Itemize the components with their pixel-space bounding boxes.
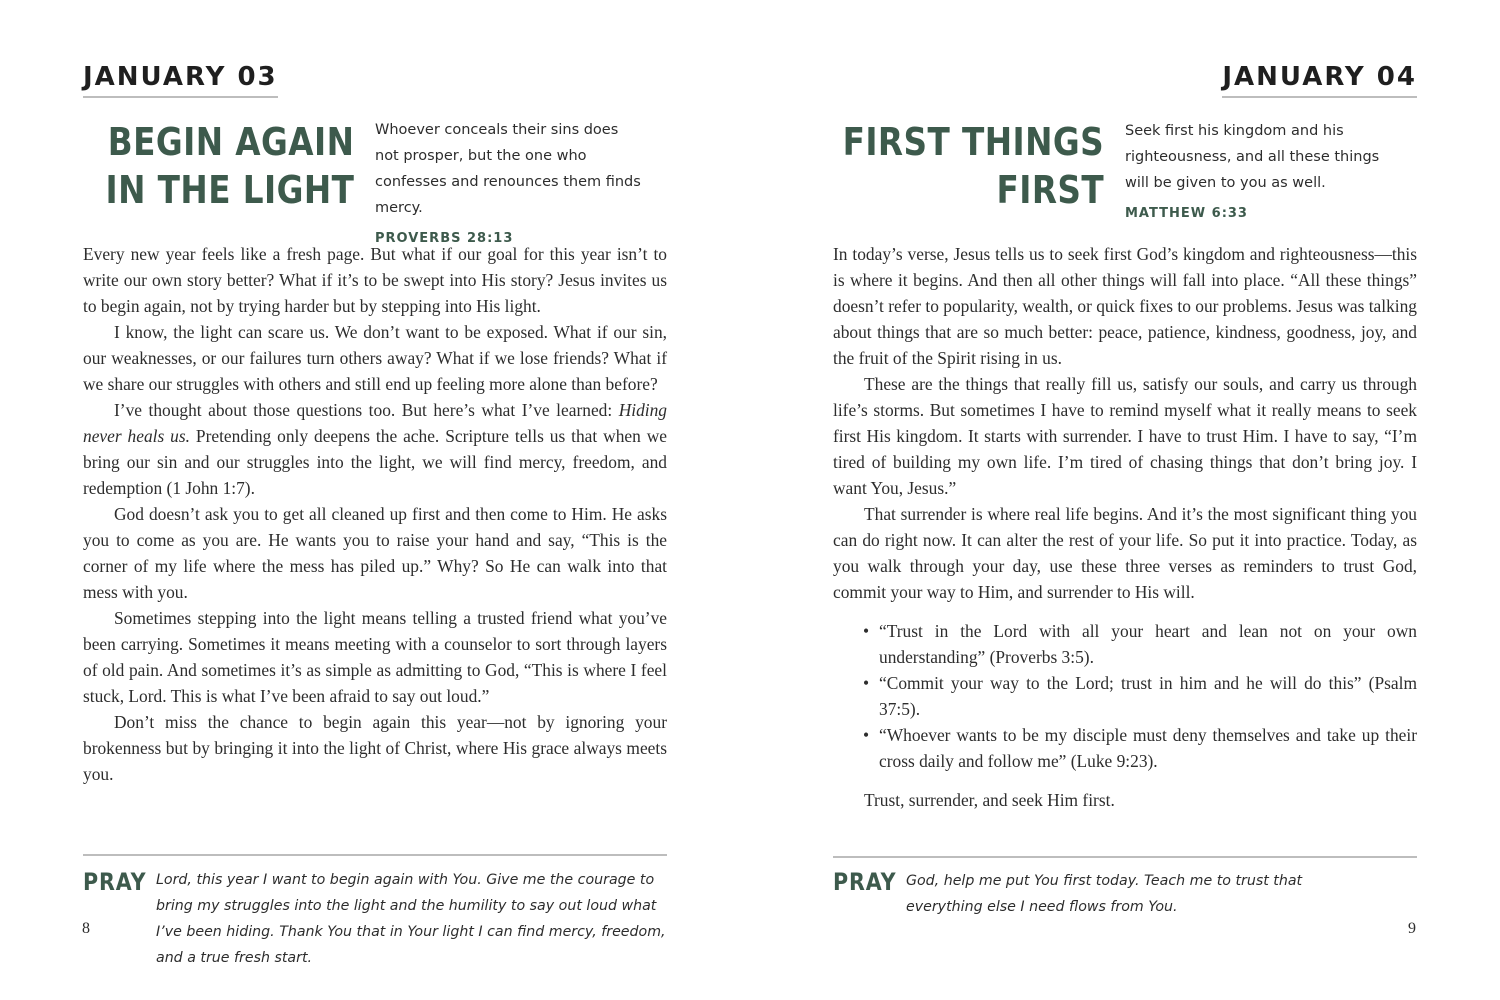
title-line-1: FIRST THINGS [842,120,1104,164]
list-item: • “Trust in the Lord with all your heart and lean not on your own understanding” (Proverbs 3:5). [879,618,1417,670]
paragraph [83,397,667,501]
key-verse [1125,118,1385,227]
paragraph: I know, the light can scare us. We don’t want to be exposed. What if our sin, our weaknesses, or our failures turn others away? What if we lose friends? What if we share our struggles with others and still end up feeling more alone than before? [83,322,667,394]
list-item: • “Whoever wants to be my disciple must deny themselves and take up their cross daily and follow me” (Luke 9:23). [879,722,1417,774]
right-page [750,0,1500,1000]
title-line-2: FIRST [996,168,1104,212]
verse-text: Seek first his kingdom and his righteousness, and all these things will be given to you as well. [1125,123,1380,191]
verse-reference: MATTHEW 6:33 [1125,206,1248,221]
pray-label: PRAY [83,868,147,896]
pray-divider [833,856,1417,858]
pray-divider [83,854,667,856]
pray-label: PRAY [833,868,897,896]
prayer-text: Lord, this year I want to begin again with You. Give me the courage to bring my struggles into the light and the humility to say out loud what I’ve been hiding. Thank You that in Your light I can find mercy, freedom, and a true fresh start. [156,872,666,966]
paragraph: In today’s verse, Jesus tells us to seek first God’s kingdom and righteousness—this is where it begins. And then all other things will fall into place. “All these things” doesn’t refer to popularity, wealth, or quick fixes to our problems. Jesus was talking about things that are so much better: peace, patience, kindness, goodness, joy, and the fruit of the Spirit rising in us. [833,244,1417,368]
verse-text: Whoever conceals their sins does not prosper, but the one who confesses and renounces them finds mercy. [375,122,641,216]
title-line-2: IN THE LIGHT [105,168,354,212]
paragraph: These are the things that really fill us, satisfy our souls, and carry us through life’s storms. But sometimes I have to remind myself what it really means to seek first His kingdom. It starts with surrender. I have to trust Him. I have to say, “I’m tired of building my own life. I’m tired of chasing things that don’t bring joy. I want You, Jesus.” [833,374,1417,498]
devotion-body [833,241,1417,813]
devotion-title [842,118,1104,214]
devotion-date: JANUARY 04 [1222,62,1417,98]
paragraph: Sometimes stepping into the light means telling a trusted friend what you’ve been carrying. Sometimes it means meeting with a counselor to sort through layers of old pain. And sometimes it’s as simple as admitting to God, “This is where I feel stuck, Lord. This is what I’ve been afraid to say out loud.” [83,608,667,706]
verse-reference: PROVERBS 28:13 [375,231,514,246]
verse-list [833,618,1417,774]
closing-line: Trust, surrender, and seek Him first. [864,790,1115,810]
emphasis-text: Hiding never heals us. [83,400,667,446]
page-number: 9 [1408,920,1416,937]
devotion-date: JANUARY 03 [83,62,278,98]
title-line-1: BEGIN AGAIN [107,120,354,164]
paragraph-text: Pretending only deepens the ache. Scripture tells us that when we bring our sin and our struggles into the light, we will find mercy, freedom, and redemption (1 John 1:7). [83,426,667,498]
paragraph: Don’t miss the chance to begin again this year—not by ignoring your brokenness but by bringing it into the light of Christ, where His grace always meets you. [83,712,667,784]
devotion-title [105,118,354,214]
paragraph: God doesn’t ask you to get all cleaned up first and then come to Him. He asks you to come as you are. He wants you to raise your hand and say, “This is the corner of my life where the mess has piled up.” Why? So He can walk into that mess with you. [83,504,667,602]
page-number: 8 [82,920,90,937]
list-item: • “Commit your way to the Lord; trust in him and he will do this” (Psalm 37:5). [879,670,1417,722]
paragraph-text: I’ve thought about those questions too. But here’s what I’ve learned: [114,400,619,420]
prayer-text: God, help me put You first today. Teach me to trust that everything else I need flows from You. [906,873,1303,915]
key-verse [375,117,645,252]
paragraph: Every new year feels like a fresh page. But what if our goal for this year isn’t to write our own story better? What if it’s to be swept into His story? Jesus invites us to begin again, not by trying harder but by stepping into His light. [83,244,667,316]
paragraph: That surrender is where real life begins. And it’s the most significant thing you can do right now. It can alter the rest of your life. So put it into practice. Today, as you walk through your day, use these three verses as reminders to trust God, commit your way to Him, and surrender to His will. [833,504,1417,602]
devotion-body [83,241,667,787]
